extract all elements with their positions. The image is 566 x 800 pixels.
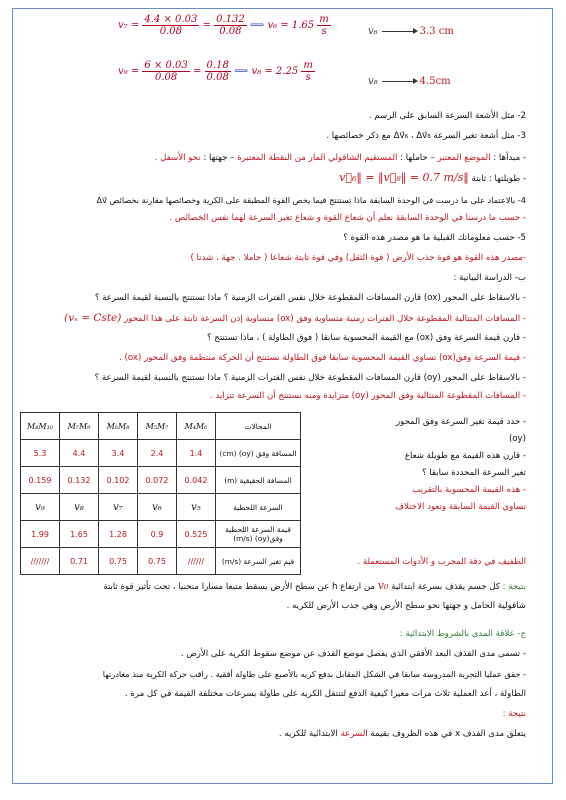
table-cell: v₈ [60, 494, 99, 521]
table-cell: 1.4 [177, 440, 216, 467]
conclusion-line-2: شاقولية الحامل و جهتها نحو سطح الأرض وهي جذب الأرض للكريه . [286, 601, 526, 611]
table-cell: 5.3 [21, 440, 60, 467]
velocity-table [20, 412, 301, 575]
table-cell: ////// [177, 548, 216, 575]
section-b-title: ب- الدراسة البيانية : [453, 273, 526, 283]
section-c-line-1: - تسمى مدى القذف البعد الأفقي الذي يفصل موضع القذف عن موضع سقوط الكريه على الأرض . [180, 649, 526, 659]
side-question-1: - حدد قيمة تغير السرعة وفق المحور [396, 417, 526, 427]
side-answer-1: - هذه القيمة المحسوبة بالتقريب [412, 485, 526, 495]
vector-v6-length: v₆ 3.3 cm [368, 26, 454, 37]
table-header: M₆M₈ [99, 413, 138, 440]
table-cell: 2.4 [138, 440, 177, 467]
table-cell: /////// [21, 548, 60, 575]
table-side-notes [346, 414, 526, 516]
table-row [21, 521, 301, 548]
section-c-result: يتعلق مدى القذف x في هذه الظروف بقيمة السرعة الابتدائية للكريه . [278, 729, 526, 739]
table-row [21, 440, 301, 467]
table-header: M₅M₇ [138, 413, 177, 440]
table-cell: 3.4 [99, 440, 138, 467]
table-row [21, 548, 301, 575]
table-cell: v₅ [177, 494, 216, 521]
conclusion-line-1: نتيجة : كل جسم يقذف بسرعة ابتدائية v₀ من ارتفاع h عن سطح الأرض يسقط متبعا مسارا منحنيا ، تحت تأثير قوة ثابتة [103, 579, 526, 592]
question-2: 2- مثل الأشعة السرعة السابق على الرسم . [368, 111, 526, 121]
question-5: 5- حسب معلوماتك القبلية ما هو مصدر هذه القوة ؟ [343, 233, 526, 243]
table-cell: 0.102 [99, 467, 138, 494]
arrow-icon [382, 31, 416, 32]
answer-oy-distances: - المسافات المقطوعة المتتالية وفق المحور (oy) متزايدة ومنه نستنتج أن السرعة تتزايد . [209, 391, 526, 401]
answer-ox-distances: - المسافات المتتالية المقطوعة خلال الفترات زمنية متساوية وفق (ox) متساوية إذن السرعة ثابتة على هذا المحور (vₓ = Cste) [64, 312, 526, 324]
table-row [21, 467, 301, 494]
answer-4: - حسب ما درسنا في الوحدة السابقة نعلم أن شعاع القوة و شعاع تغير السرعة لهما نفس الخصائص . [169, 213, 526, 223]
table-header: M₇M₉ [60, 413, 99, 440]
side-answer-3: الطفيف في دقة المجرب و الأدوات المستعملة . [357, 557, 526, 567]
table-cell: 0.042 [177, 467, 216, 494]
table-cell: 0.132 [60, 467, 99, 494]
table-header: M₄M₆ [177, 413, 216, 440]
question-4: 4- بالاعتماد على ما درست في الوحدة السابقة ماذا تستنتج فيما يخص القوة المطبقة على الكرية وخصائصها مقارنة بخصائص Δv⃗ [96, 195, 526, 205]
side-question-2b: تغير السرعة المحددة سابقا ؟ [421, 468, 526, 478]
table-cell: 1.28 [99, 521, 138, 548]
question-3: 3- مثل أشعة تغير السرعة Δv⃗₆ ، Δv⃗₈ مع ذكر خصائصها . [326, 131, 526, 141]
table-row-label: السرعة اللحظية [216, 494, 301, 521]
table-row [21, 494, 301, 521]
table-cell: 0.9 [138, 521, 177, 548]
table-row-label: قيمة السرعة اللحظية وفق(oy) (m/s) [216, 521, 301, 548]
table-row-label: قيم تغير السرعة (m/s) [216, 548, 301, 575]
table-cell: 0.072 [138, 467, 177, 494]
vector-v8-length: v₈ 4.5cm [368, 76, 451, 87]
section-c-line-2: - حقق عمليا التجربة المدروسة سابقا في الشكل المقابل بدفع كريه بالأصبع على طاولة أفقية . راقب حركة الكرية منذ مغادرتها [102, 669, 526, 679]
answer-properties: - مبدأها : الموضع المعتبر – حاملها : المستقيم الشاقولي المار من النقطة المعتبرة – جهتها : نحو الأسفل . [154, 153, 526, 163]
table-row-label: المسافة الحقيقية (m) [216, 467, 301, 494]
table-cell: 1.99 [21, 521, 60, 548]
arrow-icon [382, 81, 416, 82]
table-cell: 0.75 [138, 548, 177, 575]
equation-v7: v₇ = $\frac{4.4 \times 0.03}{0.08}$ = $\frac{0.132}{0.08}$ ⟺ v₆ = 1.65 $\frac{m}{s}$ [118, 14, 329, 37]
answer-5: -مصدر هذه القوة هو قوة جذب الأرض ( قوة الثقل) وفي قوة ثابتة شعاعا ( حاملا . جهة ، شدتا ) [190, 253, 526, 263]
side-question-1-axis: (oy) [508, 434, 526, 444]
table-cell: 0.525 [177, 521, 216, 548]
side-answer-2: تساوي القيمة السابقة وتعود الاختلاف [395, 502, 526, 512]
question-compare-ox: - قارن قيمة السرعة وفق (ox) مع القيمة المحسوبة سابقا ( فوق الطاولة ) ، ماذا تستنتج ؟ [206, 333, 526, 343]
answer-magnitude: - طويلتها : ثابتة ‖v⃗₆‖ = ‖v⃗₈‖ = 0.7 m/s [339, 171, 526, 184]
table-cell: v₆ [138, 494, 177, 521]
table-cell: v₉ [21, 494, 60, 521]
table-cell: 0.71 [60, 548, 99, 575]
section-c-title: ج- علاقة المدى بالشروط الابتدائية : [399, 629, 526, 639]
question-ox-distances: - بالاسقاط على المحور (ox) قارن المسافات المقطوعة خلال نفس الفترات الزمنية ؟ ماذا تستنتج بالنسبة لقيمة السرعة ؟ [94, 293, 526, 303]
side-question-2: - قارن هذه القيمة مع طويلة شعاع [404, 451, 526, 461]
table-cell: 4.4 [60, 440, 99, 467]
equation-v9: v₉ = $\frac{6 \times 0.03}{0.08}$ = $\frac{0.18}{0.08}$ ⟺ v₈ = 2.25 $\frac{m}{s}$ [118, 60, 313, 83]
table-header-label: المجالات [216, 413, 301, 440]
table-cell: 0.75 [99, 548, 138, 575]
table-row-label: المسافة وفق (oy) (cm) [216, 440, 301, 467]
section-c-result-label: نتيجة : [502, 709, 526, 719]
table-cell: 0.159 [21, 467, 60, 494]
table-cell: v₇ [99, 494, 138, 521]
answer-compare-ox: - قيمة السرعة وفق(ox) تساوي القيمة المحسوبة سابقا فوق الطاولة نستنتج أن الحركة منتظمة وفق المحور (ox) . [119, 353, 526, 363]
table-header: M₈M₁₀ [21, 413, 60, 440]
section-c-line-3: الطاولة ، أعد العملية ثلاث مرات مغيرا كيفية الدفع لتنتقل الكريه على طاولة بسرعات مختلفة القيمة في كل مرة . [124, 689, 526, 699]
question-oy-distances: - بالاسقاط على المحور (oy) قارن المسافات المقطوعة خلال نفس الفترات الزمنية ؟ ماذا نستنتج بالنسبة لقيمة السرعة ؟ [94, 373, 526, 383]
table-header-row [21, 413, 301, 440]
table-cell: 1.65 [60, 521, 99, 548]
